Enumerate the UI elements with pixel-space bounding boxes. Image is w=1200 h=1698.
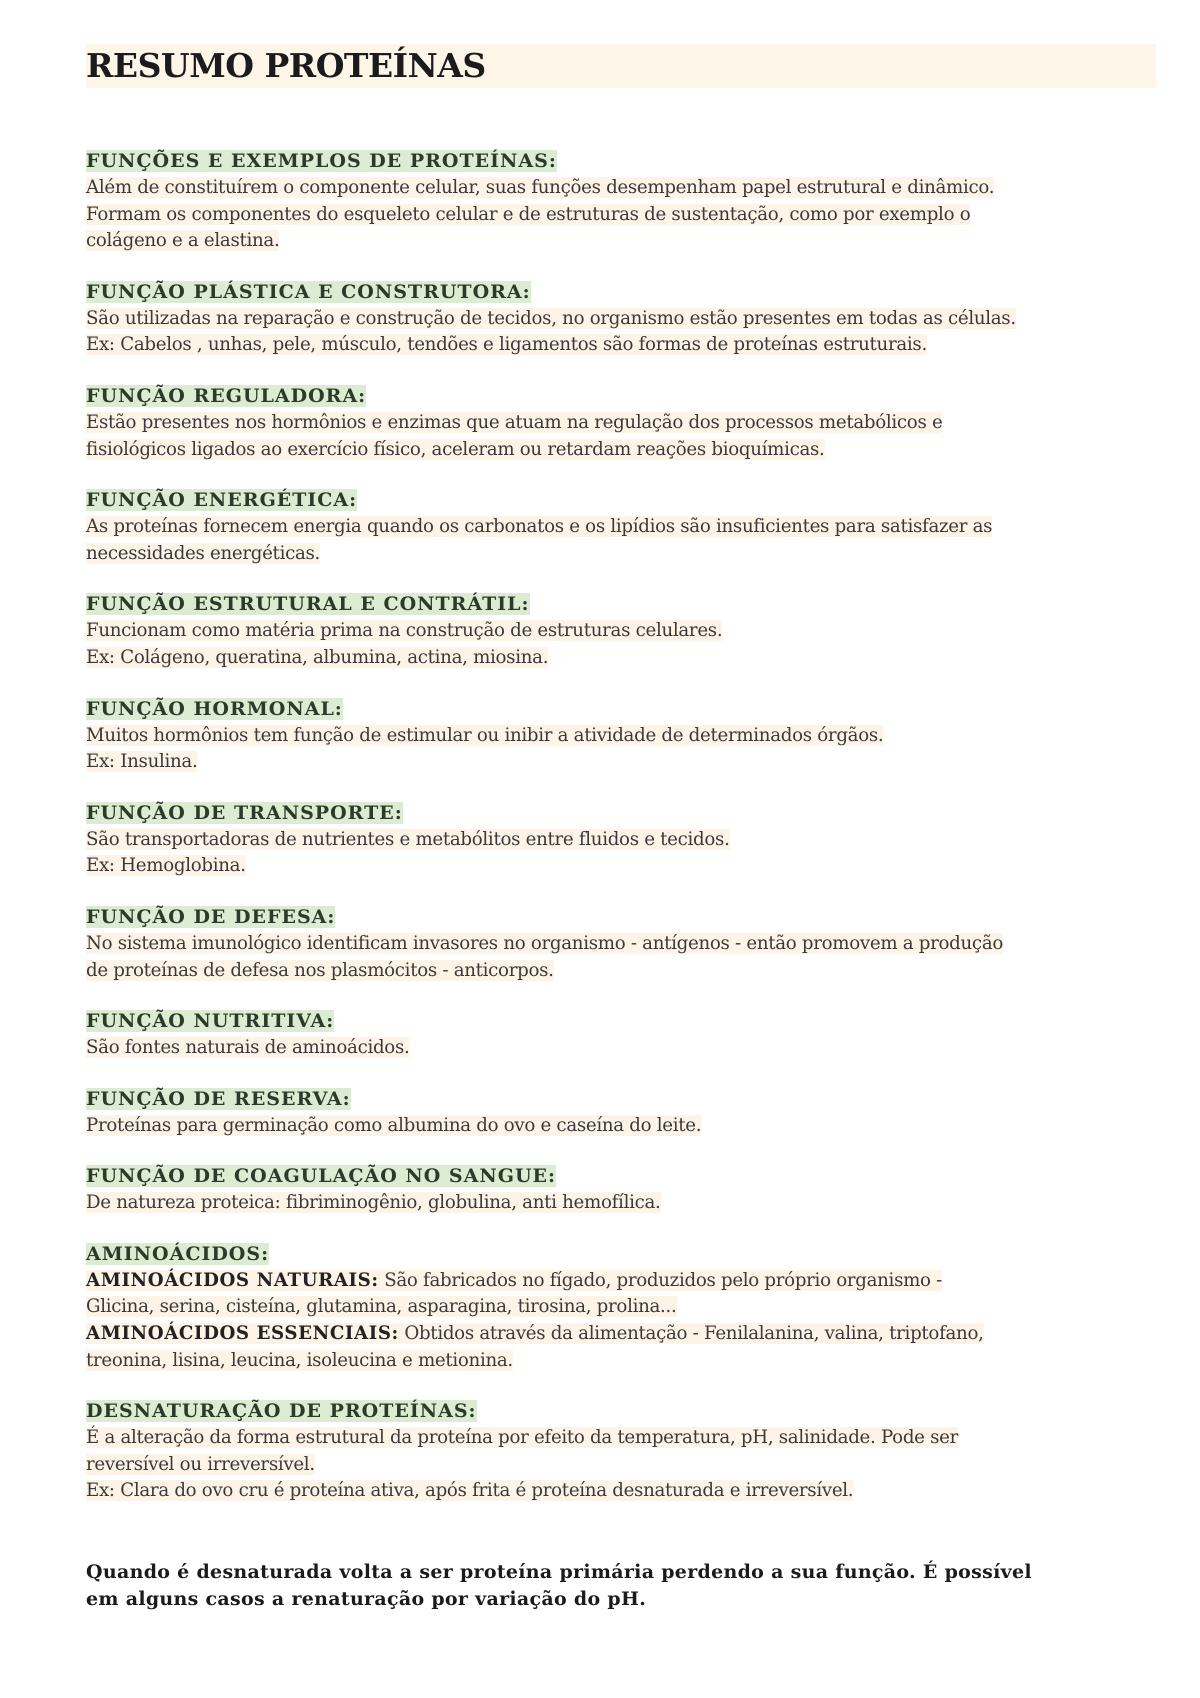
section-body [86,1190,1156,1217]
body-line: Estão presentes nos hormônios e enzimas que atuam na regulação dos processos metabólicos e [86,411,943,433]
body-line: Além de constituírem o componente celular, suas funções desempenham papel estrutural e dinâmico. [86,177,995,198]
body-line: colágeno e a elastina. [86,230,280,252]
body-line: Funcionam como matéria prima na construção de estruturas celulares. [86,620,723,642]
body-line: Ex: Colágeno, queratina, albumina, actina, miosina. [86,646,549,668]
final-line: em alguns casos a renaturação por variação do pH. [86,1588,647,1611]
title-bar [86,44,1156,88]
body-line: São fontes naturais de aminoácidos. [86,1037,410,1059]
aminoacidos-essenciais-line2: treonina, lisina, leucina, isoleucina e metionina. [86,1349,513,1371]
section-heading: FUNÇÃO REGULADORA: [86,384,367,407]
body-line: São utilizadas na reparação e construção de tecidos, no organismo estão presentes em todas as células. [86,307,1016,329]
section-body [86,723,1156,776]
aminoacidos-naturais-text: São fabricados no fígado, produzidos pelo próprio organismo - [378,1269,943,1291]
section [86,383,1156,463]
section [86,279,1156,359]
body-line: Ex: Clara do ovo cru é proteína ativa, após frita é proteína desnaturada e irreversível. [86,1480,854,1502]
body-line: De natureza proteica: fibriminogênio, globulina, anti hemofílica. [86,1192,661,1214]
section-desnaturacao [86,1398,1156,1505]
aminoacidos-naturais-line2: Glicina, serina, cisteína, glutamina, asparagina, tirosina, prolina... [86,1296,677,1318]
section [86,487,1156,567]
section-body [86,514,1156,567]
section-heading: FUNÇÃO DE COAGULAÇÃO NO SANGUE: [86,1165,557,1188]
body-line: Proteínas para germinação como albumina do ovo e caseína do leite. [86,1114,702,1136]
body-line: Ex: Insulina. [86,751,198,773]
section-heading: AMINOÁCIDOS: [86,1242,270,1265]
section-heading: FUNÇÃO ESTRUTURAL E CONTRÁTIL: [86,593,530,616]
section-body [86,618,1156,671]
section-heading: FUNÇÃO DE DEFESA: [86,905,336,928]
body-line: necessidades energéticas. [86,542,321,564]
section-heading: FUNÇÃO ENERGÉTICA: [86,489,358,512]
body-line: de proteínas de defesa nos plasmócitos - anticorpos. [86,959,554,981]
section-heading: DESNATURAÇÃO DE PROTEÍNAS: [86,1400,477,1423]
section-heading: FUNÇÃO NUTRITIVA: [86,1010,335,1033]
section-body [86,175,1156,255]
section-body [86,410,1156,463]
body-line: Formam os componentes do esqueleto celular e de estruturas de sustentação, como por exemplo o [86,203,971,225]
section [86,1008,1156,1062]
section-body [86,1113,1156,1140]
body-line: No sistema imunológico identificam invasores no organismo - antígenos - então promovem a produção [86,932,1004,954]
section [86,904,1156,984]
section [86,1086,1156,1140]
section-heading: FUNÇÃO DE RESERVA: [86,1087,351,1110]
body-line: São transportadoras de nutrientes e metabólitos entre fluidos e tecidos. [86,828,730,850]
section [86,591,1156,671]
body-line: As proteínas fornecem energia quando os carbonatos e os lipídios são insuficientes para satisfazer as [86,516,993,538]
body-line: reversível ou irreversível. [86,1453,315,1475]
section-body [86,827,1156,880]
section-heading: FUNÇÕES E EXEMPLOS DE PROTEÍNAS: [86,150,557,172]
section [86,696,1156,776]
page-title: RESUMO PROTEÍNAS [86,46,486,85]
document-page [86,44,1156,1613]
sections-container [86,148,1156,1217]
section-heading: FUNÇÃO DE TRANSPORTE: [86,801,403,824]
body-line: Ex: Cabelos , unhas, pele, músculo, tendões e ligamentos são formas de proteínas estruturais. [86,334,927,356]
section-heading: FUNÇÃO HORMONAL: [86,697,343,720]
final-note [86,1559,1156,1613]
section [86,800,1156,880]
section-heading: FUNÇÃO PLÁSTICA E CONSTRUTORA: [86,280,531,303]
section [86,1163,1156,1217]
aminoacidos-essenciais-text: Obtidos através da alimentação - Fenilalanina, valina, triptofano, [398,1323,984,1345]
aminoacidos-essenciais-label: AMINOÁCIDOS ESSENCIAIS: [86,1323,399,1345]
section-body [86,1035,1156,1062]
section-body [86,1425,1156,1505]
section-body [86,1268,1156,1374]
body-line: É a alteração da forma estrutural da proteína por efeito da temperatura, pH, salinidade. Pode ser [86,1427,958,1449]
final-line: Quando é desnaturada volta a ser proteína primária perdendo a sua função. É possível [86,1561,1032,1584]
body-line: Muitos hormônios tem função de estimular ou inibir a atividade de determinados órgãos. [86,724,884,746]
section-body [86,931,1156,984]
section-aminoacidos [86,1241,1156,1374]
aminoacidos-naturais-label: AMINOÁCIDOS NATURAIS: [86,1269,379,1291]
section [86,148,1156,255]
body-line: Ex: Hemoglobina. [86,855,246,877]
section-body [86,306,1156,359]
body-line: fisiológicos ligados ao exercício físico, aceleram ou retardam reações bioquímicas. [86,438,825,460]
